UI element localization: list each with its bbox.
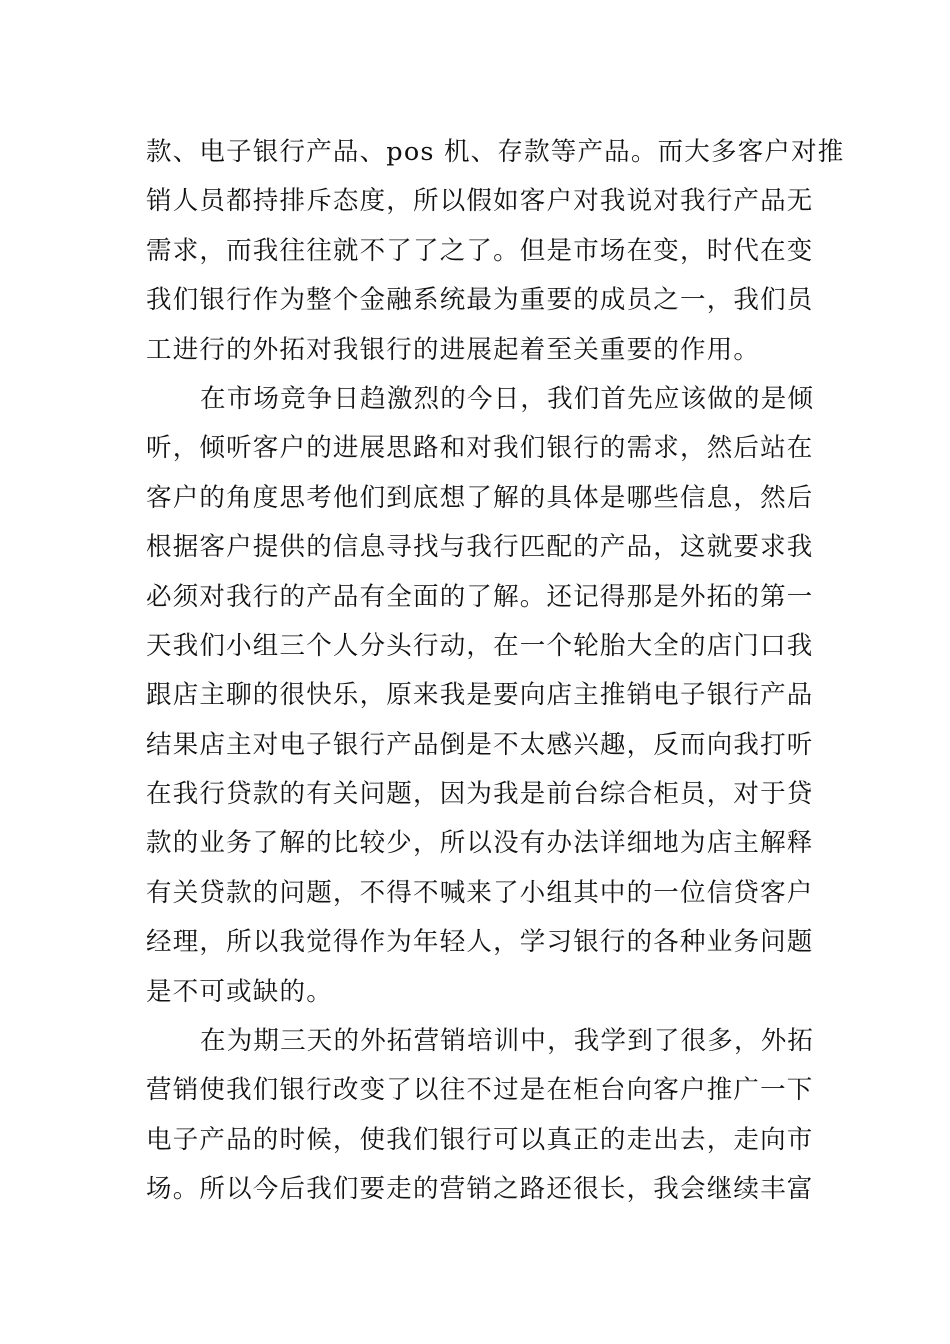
text-line: 在我行贷款的有关问题，因为我是前台综合柜员，对于贷 <box>146 779 814 810</box>
text-line: 工进行的外拓对我银行的进展起着至关重要的作用。 <box>146 334 761 365</box>
text-line: 是不可或缺的。 <box>146 976 333 1007</box>
paragraph-2 <box>146 375 815 1017</box>
text-line: 电子产品的时候，使我们银行可以真正的走出去，走向市 <box>146 1124 814 1155</box>
text-line: 销人员都持排斥态度，所以假如客户对我说对我行产品无 <box>146 186 814 217</box>
text-line: 在为期三天的外拓营销培训中，我学到了很多，外拓 <box>200 1026 815 1057</box>
paragraph-3 <box>146 1017 815 1215</box>
text-line: 款的业务了解的比较少，所以没有办法详细地为店主解释 <box>146 828 814 859</box>
text-line: 必须对我行的产品有全面的了解。还记得那是外拓的第一 <box>146 581 814 612</box>
text-line: 客户的角度思考他们到底想了解的具体是哪些信息，然后 <box>146 482 814 513</box>
text-line: 根据客户提供的信息寻找与我行匹配的产品，这就要求我 <box>146 532 814 563</box>
text-line: 需求，而我往往就不了了之了。但是市场在变，时代在变 <box>146 235 814 266</box>
text-line: 款、电子银行产品、pos 机、存款等产品。而大多客户对推 <box>146 137 845 167</box>
text-line: 有关贷款的问题，不得不喊来了小组其中的一位信贷客户 <box>146 877 814 908</box>
text-line: 听，倾听客户的进展思路和对我们银行的需求，然后站在 <box>146 433 814 464</box>
text-line: 营销使我们银行改变了以往不过是在柜台向客户推广一下 <box>146 1075 814 1106</box>
text-line: 场。所以今后我们要走的营销之路还很长，我会继续丰富 <box>146 1174 814 1205</box>
text-line: 经理，所以我觉得作为年轻人，学习银行的各种业务问题 <box>146 927 814 958</box>
text-line: 我们银行作为整个金融系统最为重要的成员之一，我们员 <box>146 285 814 316</box>
text-line: 结果店主对电子银行产品倒是不太感兴趣，反而向我打听 <box>146 729 814 760</box>
paragraph-1 <box>146 128 845 375</box>
text-line: 在市场竞争日趋激烈的今日，我们首先应该做的是倾 <box>200 383 815 414</box>
text-line: 跟店主聊的很快乐，原来我是要向店主推销电子银行产品 <box>146 680 814 711</box>
text-line: 天我们小组三个人分头行动，在一个轮胎大全的店门口我 <box>146 630 814 661</box>
document-body <box>146 128 845 1215</box>
